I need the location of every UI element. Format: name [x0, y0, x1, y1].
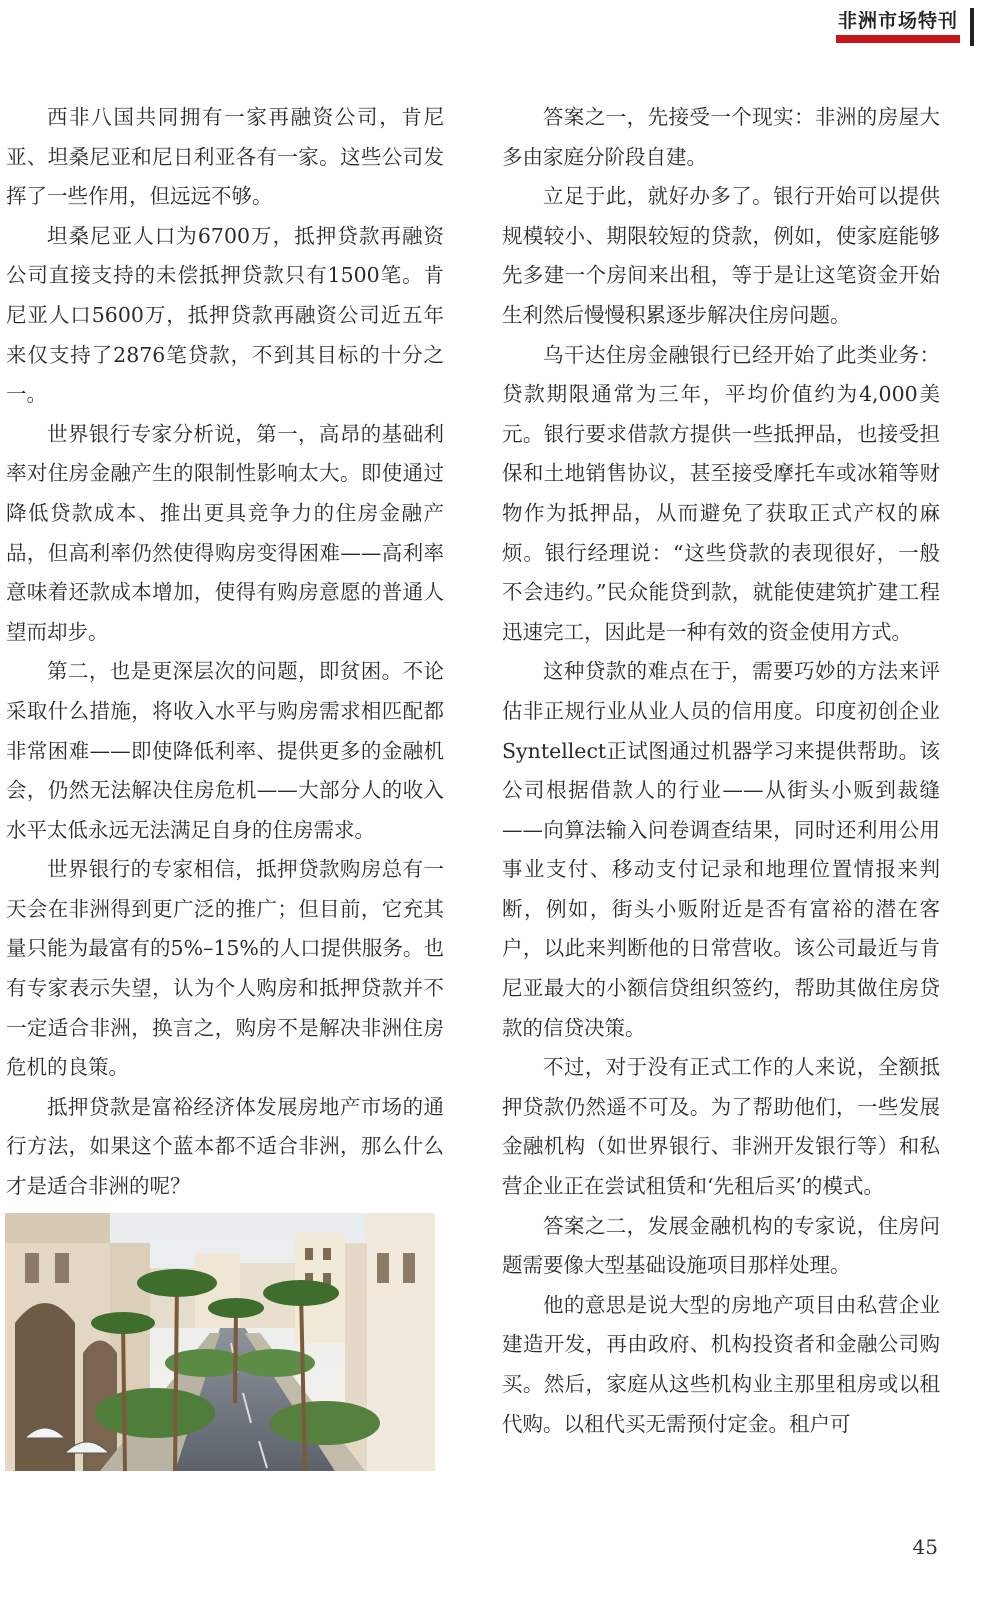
- left-column: [6, 98, 444, 1207]
- page-number: 45: [912, 1535, 938, 1559]
- paragraph: 立足于此，就好办多了。银行开始可以提供规模较小、期限较短的贷款，例如，使家庭能够先多建一个房间来出租，等于是让这笔资金开始生利然后慢慢积累逐步解决住房问题。: [502, 184, 940, 327]
- section-title-underline: [836, 35, 960, 43]
- paragraph: 他的意思是说大型的房地产项目由私营企业建造开发，再由政府、机构投资者和金融公司购买。然后，家庭从这些机构业主那里租房或以租代购。以租代买无需预付定金。租户可: [502, 1292, 940, 1436]
- right-column: [502, 98, 940, 1444]
- paragraph: 第二，也是更深层次的问题，即贫困。不论采取什么措施，将收入水平与购房需求相匹配都非常困难——即使降低利率、提供更多的金融机会，仍然无法解决住房危机——大部分人的收入水平太低永远无法满足自身的住房需求。: [6, 659, 444, 842]
- street-photo: [5, 1213, 435, 1471]
- paragraph: 乌干达住房金融银行已经开始了此类业务：贷款期限通常为三年，平均价值约为4,000美元。银行要求借款方提供一些抵押品，也接受担保和土地销售协议，甚至接受摩托车或冰箱等财物作为抵押品，从而避免了获取正式产权的麻烦。银行经理说：“这些贷款的表现很好，一般不会违约。”民众能贷到款，就能使建筑扩建工程迅速完工，因此是一种有效的资金使用方式。: [502, 342, 940, 644]
- section-title: 非洲市场特刊: [837, 10, 958, 32]
- paragraph: 答案之一，先接受一个现实：非洲的房屋大多由家庭分阶段自建。: [502, 105, 940, 169]
- paragraph: 西非八国共同拥有一家再融资公司，肯尼亚、坦桑尼亚和尼日利亚各有一家。这些公司发挥了一些作用，但远远不够。: [6, 105, 444, 209]
- header-divider: [970, 8, 974, 46]
- paragraph: 答案之二，发展金融机构的专家说，住房问题需要像大型基础设施项目那样处理。: [502, 1213, 940, 1278]
- paragraph: 抵押贷款是富裕经济体发展房地产市场的通行方法，如果这个蓝本都不适合非洲，那么什么才是适合非洲的呢？: [6, 1094, 444, 1199]
- paragraph: 不过，对于没有正式工作的人来说，全额抵押贷款仍然遥不可及。为了帮助他们，一些发展金融机构（如世界银行、非洲开发银行等）和私营企业正在尝试租赁和‘先租后买’的模式。: [502, 1055, 940, 1199]
- paragraph: 世界银行专家分析说，第一，高昂的基础利率对住房金融产生的限制性影响太大。即使通过降低贷款成本、推出更具竞争力的住房金融产品，但高利率仍然使得购房变得困难——高利率意味着还款成本增加，使得有购房意愿的普通人望而却步。: [6, 421, 444, 644]
- paragraph: 世界银行的专家相信，抵押贷款购房总有一天会在非洲得到更广泛的推广；但目前，它充其量只能为最富有的5%–15%的人口提供服务。也有专家表示失望，认为个人购房和抵押贷款并不一定适合非洲，换言之，购房不是解决非洲住房危机的良策。: [6, 857, 444, 1080]
- paragraph: 坦桑尼亚人口为6700万，抵押贷款再融资公司直接支持的未偿抵押贷款只有1500笔。肯尼亚人口5600万，抵押贷款再融资公司近五年来仅支持了2876笔贷款，不到其目标的十分之一。: [6, 223, 444, 407]
- paragraph: 这种贷款的难点在于，需要巧妙的方法来评估非正规行业从业人员的信用度。印度初创企业Syntellect正试图通过机器学习来提供帮助。该公司根据借款人的行业——从街头小贩到裁缝——向算法输入问卷调查结果，同时还利用公用事业支付、移动支付记录和地理位置情报来判断，例如，街头小贩附近是否有富裕的潜在客户，以此来判断他的日常营收。该公司最近与肯尼亚最大的小额信贷组织签约，帮助其做住房贷款的信贷决策。: [502, 659, 940, 1040]
